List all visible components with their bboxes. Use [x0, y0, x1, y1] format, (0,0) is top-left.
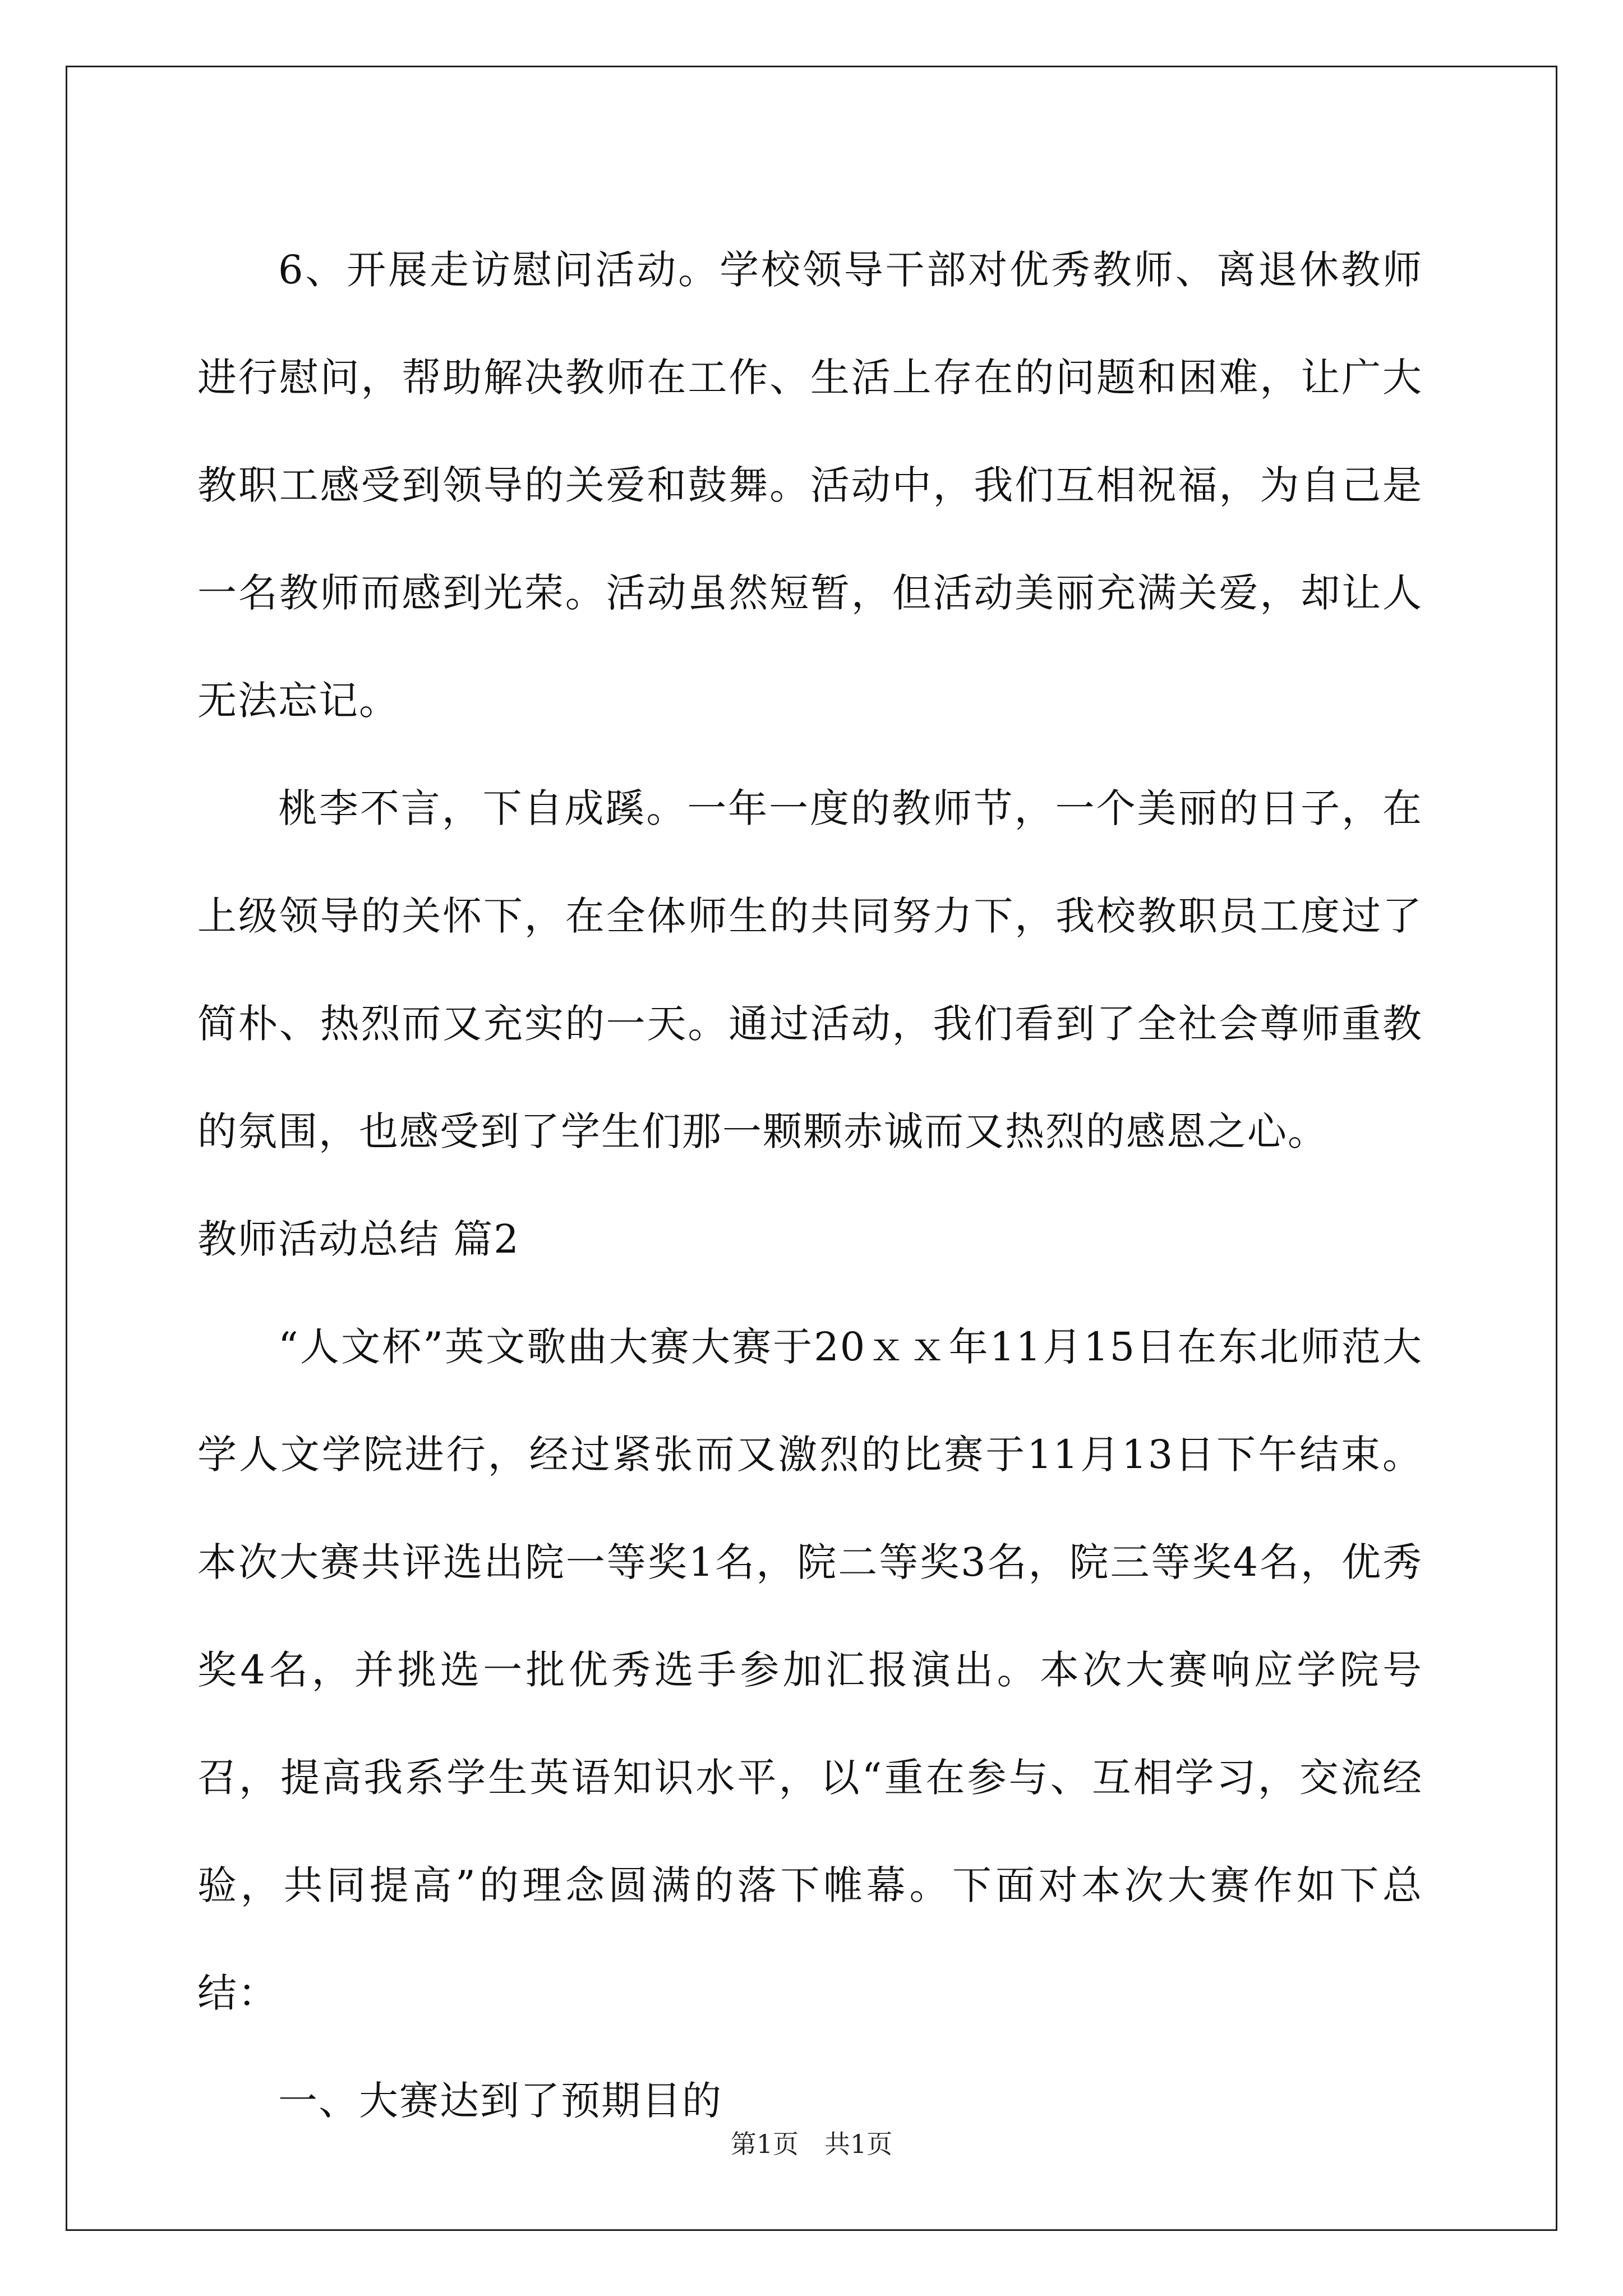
paragraph-song-contest: “人文杯”英文歌曲大赛大赛于20ｘｘ年11月15日在东北师范大学人文学院进行，经过紧张而又激烈的比赛于11月13日下午结束。本次大赛共评选出院一等奖1名，院二等奖3名，院三等奖4名，优秀奖4名，并挑选一批优秀选手参加汇报演出。本次大赛响应学院号召，提高我系学生英语知识水平，以“重在参与、互相学习，交流经验，共同提高”的理念圆满的落下帷幕。下面对本次大赛作如下总结：	[197, 1324, 1423, 2016]
page-footer: 第1页 共1页	[730, 2129, 893, 2159]
document-body	[197, 216, 1423, 2155]
paragraph-teachers-day: 桃李不言，下自成蹊。一年一度的教师节，一个美丽的日子，在上级领导的关怀下，在全体师生的共同努力下，我校教职员工度过了简朴、热烈而又充实的一天。通过活动，我们看到了全社会尊师重教的氛围，也感受到了学生们那一颗颗赤诚而又热烈的感恩之心。	[197, 785, 1423, 1154]
paragraph-visits: 6、开展走访慰问活动。学校领导干部对优秀教师、离退休教师进行慰问，帮助解决教师在工作、生活上存在的问题和困难，让广大教职工感受到领导的关爱和鼓舞。活动中，我们互相祝福，为自己是一名教师而感到光荣。活动虽然短暂，但活动美丽充满关爱，却让人无法忘记。	[197, 247, 1423, 724]
paragraph-subheading: 一、大赛达到了预期目的	[278, 2078, 722, 2124]
section-heading: 教师活动总结 篇2	[197, 1216, 520, 1262]
